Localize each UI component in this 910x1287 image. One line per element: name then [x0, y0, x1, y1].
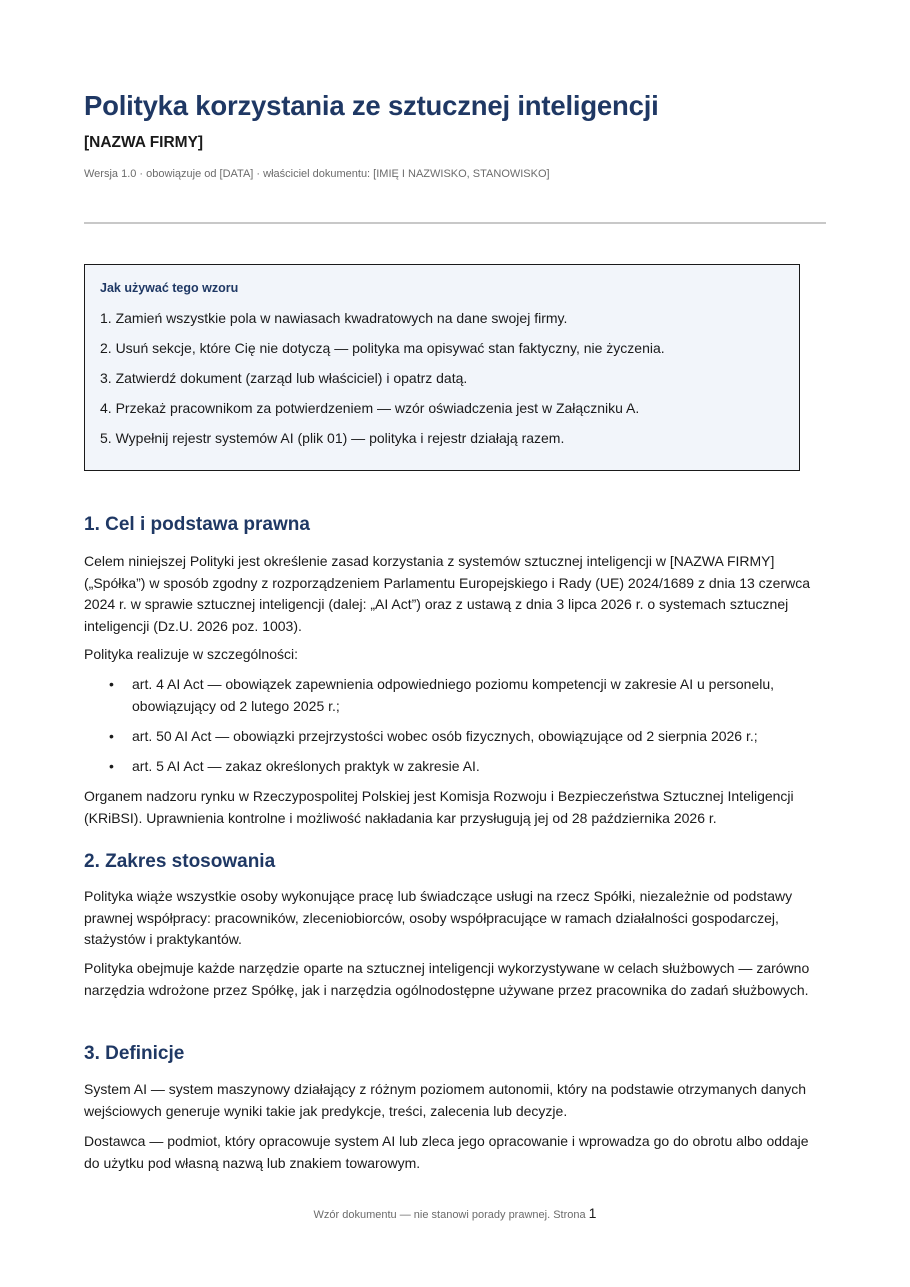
instruction-item: 5. Wypełnij rejestr systemów AI (plik 01) — polityka i rejestr działają razem.: [100, 430, 565, 446]
section-heading-definicje: 3. Definicje: [84, 1043, 185, 1064]
bullet-marker: •: [109, 728, 114, 744]
document-title: Polityka korzystania ze sztucznej inteligencji: [84, 90, 659, 121]
instruction-item: 1. Zamień wszystkie pola w nawiasach kwadratowych na dane swojej firmy.: [100, 310, 568, 326]
bullet-item: art. 5 AI Act — zakaz określonych praktyk w zakresie AI.: [132, 758, 480, 774]
page-footer: [0, 1205, 910, 1221]
bullet-marker: •: [109, 676, 114, 692]
section-3-paragraph-1: System AI — system maszynowy działający z różnym poziomem autonomii, który na podstawie otrzymanych danych wejściowych generuje wyniki takie jak predykcje, treści, zalecenia lub decyzje.: [84, 1081, 807, 1119]
document-meta: Wersja 1.0 · obowiązuje od [DATA] · właściciel dokumentu: [IMIĘ I NAZWISKO, STANOWISKO]: [84, 168, 550, 180]
instructions-title: Jak używać tego wzoru: [100, 281, 239, 295]
section-1-paragraph-1: Celem niniejszej Polityki jest określenie zasad korzystania z systemów sztucznej inteligencji w [NAZWA FIRMY] („Spółka”) w sposób zgodny z rozporządzeniem Parlamentu Europejskiego i Rady (UE) 2024/1689 z dnia 13 czerwca 2024 r. w sprawie sztucznej inteligencji (dalej: „AI Act”) oraz z ustawą z dnia 3 lipca 2026 r. o systemach sztucznej inteligencji (Dz.U. 2026 poz. 1003).: [84, 553, 811, 634]
bullet-marker: •: [109, 758, 114, 774]
footer-disclaimer: Wzór dokumentu — nie stanowi porady prawnej. Strona: [313, 1209, 586, 1221]
section-1-paragraph-3: Organem nadzoru rynku w Rzeczypospolitej Polskiej jest Komisja Rozwoju i Bezpieczeństwa Sztucznej Inteligencji (KRiBSI). Uprawnienia kontrolne i możliwość nakładania kar przysługują jej od 28 października 2026 r.: [84, 788, 794, 826]
instruction-item: 2. Usuń sekcje, które Cię nie dotyczą — polityka ma opisywać stan faktyczny, nie życzenia.: [100, 340, 665, 356]
section-heading-cel: 1. Cel i podstawa prawna: [84, 514, 310, 535]
page-number: 1: [588, 1205, 597, 1221]
instruction-item: 4. Przekaż pracownikom za potwierdzeniem — wzór oświadczenia jest w Załączniku A.: [100, 400, 640, 416]
bullet-item: art. 50 AI Act — obowiązki przejrzystości wobec osób fizycznych, obowiązujące od 2 sierpnia 2026 r.;: [132, 728, 758, 744]
header-divider: [84, 222, 826, 224]
section-1-paragraph-2: Polityka realizuje w szczególności:: [84, 646, 298, 662]
company-name: [NAZWA FIRMY]: [84, 134, 204, 151]
instructions-box: [84, 264, 800, 471]
section-heading-zakres: 2. Zakres stosowania: [84, 851, 276, 872]
section-2-paragraph-1: Polityka wiąże wszystkie osoby wykonujące pracę lub świadczące usługi na rzecz Spółki, niezależnie od podstawy prawnej współpracy: pracowników, zleceniobiorców, osoby współpracujące w ramach działalności gospodarczej, stażystów i praktykantów.: [84, 888, 793, 947]
section-3-paragraph-2: Dostawca — podmiot, który opracowuje system AI lub zleca jego opracowanie i wprowadza go do obrotu albo oddaje do użytku pod własną nazwą lub znakiem towarowym.: [84, 1133, 809, 1171]
section-2-paragraph-2: Polityka obejmuje każde narzędzie oparte na sztucznej inteligencji wykorzystywane w celach służbowych — zarówno narzędzia wdrożone przez Spółkę, jak i narzędzia ogólnodostępne używane przez pracownika do zadań służbowych.: [84, 960, 810, 998]
bullet-item: art. 4 AI Act — obowiązek zapewnienia odpowiedniego poziomu kompetencji w zakresie AI u personelu, obowiązujący od 2 lutego 2025 r.;: [132, 676, 775, 714]
instruction-item: 3. Zatwierdź dokument (zarząd lub właściciel) i opatrz datą.: [100, 370, 468, 386]
